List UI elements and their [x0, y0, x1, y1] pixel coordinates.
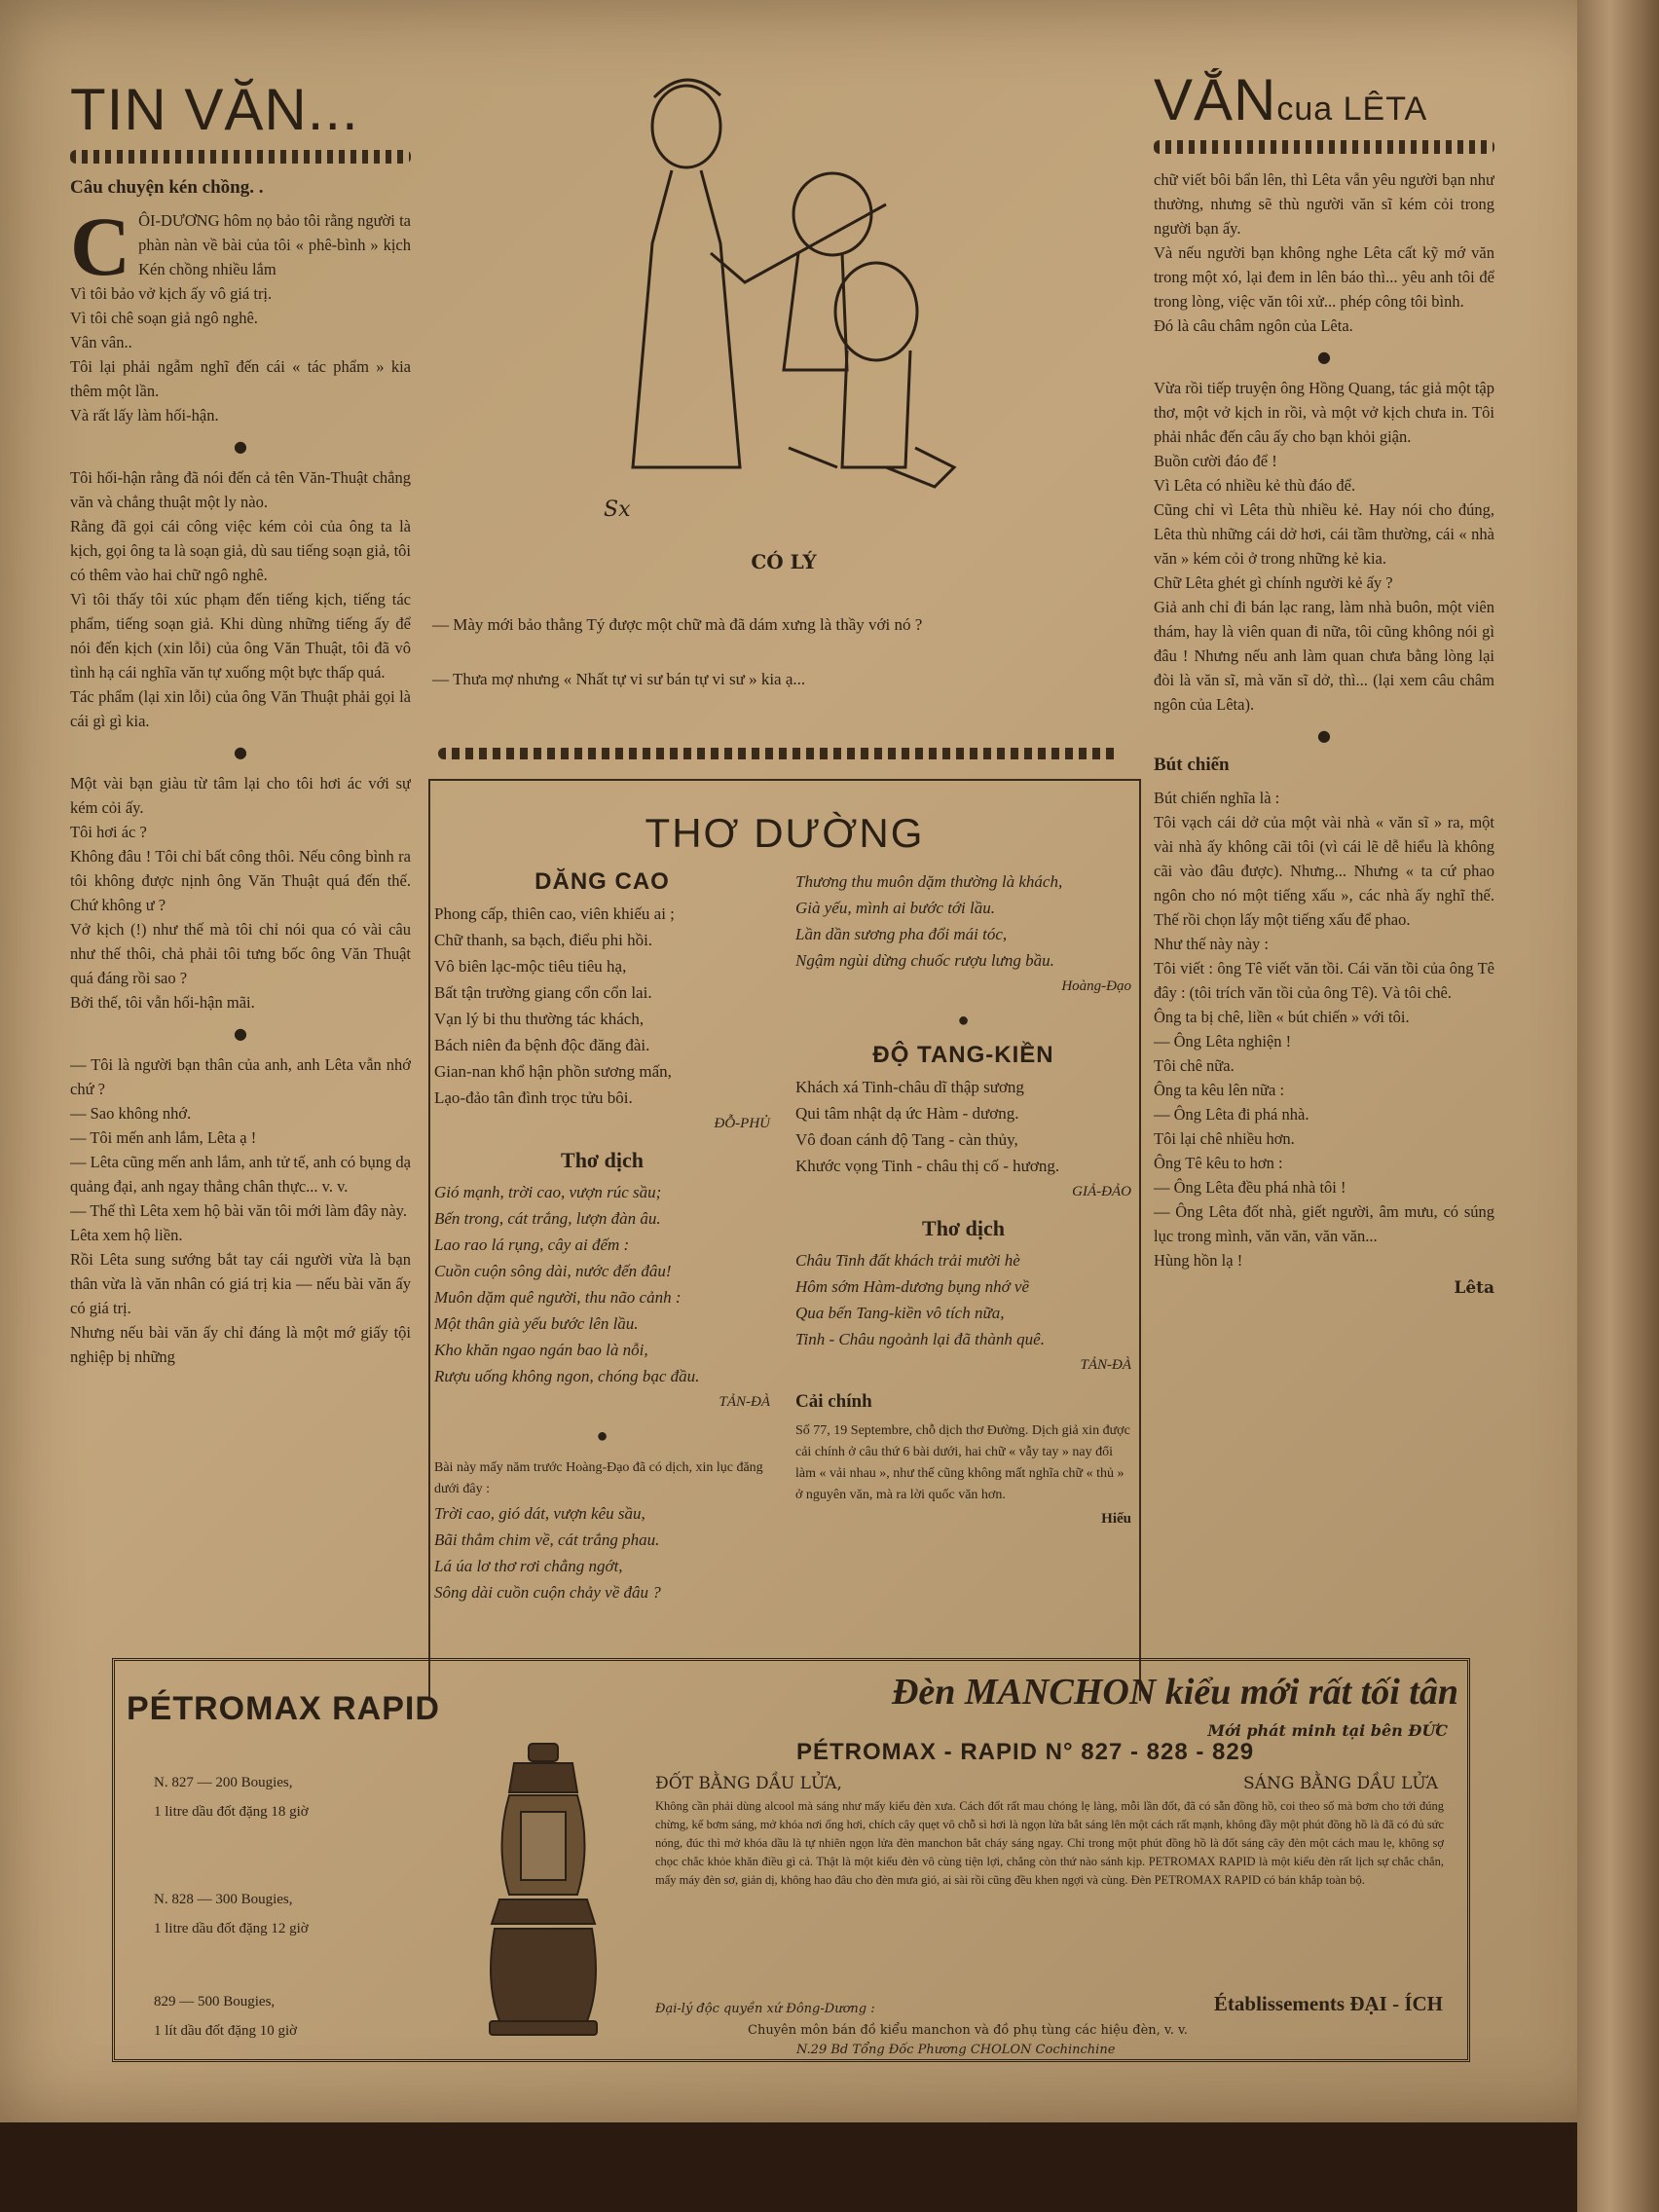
ad-spec-828: N. 828 — 300 Bougies, 1 litre dầu đốt đặng 12 giờ	[154, 1892, 309, 1936]
poetry-title: THƠ DƯỜNG	[645, 810, 925, 856]
right-paragraph-1: chữ viết bôi bẩn lên, thì Lêta vẫn yêu người bạn như thường, nhưng sẽ thù người văn sĩ kém cỏi trong người bạn ấy. Và nếu người bạn không nghe Lêta cất kỹ mớ văn trong một xó, lại đem in lên báo thì... yêu anh tôi để trong lòng, việc văn tôi xử... phép công tôi bình. Đó là câu châm ngôn của Lêta.	[1154, 170, 1494, 335]
ad-footer-line-1: Chuyên môn bán đồ kiểu manchon và đồ phụ tùng các hiệu đèn, v. v.	[748, 2023, 1188, 2038]
correction-author: Hiếu	[1101, 1511, 1131, 1527]
poem2-title: ĐỘ TANG-KIỀN	[872, 1042, 1054, 1068]
ad-spec-827: N. 827 — 200 Bougies, 1 litre dầu đốt đặng 18 giờ	[154, 1775, 309, 1820]
translation2-author: TẢN-ĐÀ	[1080, 1357, 1131, 1373]
translation2-text: Châu Tinh đất khách trải mười hè Hôm sớm Hàm-dương bụng nhớ về Qua bến Tang-kiền vô tích nữa, Tinh - Châu ngoảnh lại đã thành quê.	[795, 1251, 1045, 1348]
middle-column	[428, 58, 1139, 1645]
translation1-title: Thơ dịch	[561, 1148, 644, 1172]
ad-body-text: Không cần phải dùng alcool mà sáng như mấy kiểu đèn xưa. Cách đốt rất mau chóng lẹ làng, mỗi lần đốt, đã có sẵn đồng hồ, coi theo số mà bơm cho tới đúng chừng, kế bơm sáng, mở khóa nơi ống hơi, chích cây quẹt vô chỗ sì hơi là ngọn lửa bắt sáng lên một cách rất mạnh, không đầy một phút đồng hồ là đã có đủ sức nóng, đúc thì mở khóa dầu là tự nhiên ngọn lửa đèn manchon bắt cháy sáng ngay. Chỉ trong một phút đồng hồ là đốt sáng cây đèn một cách mau lẹ, không sợ chọc chắc khỏe khăn điều gì cả. Thật là một kiểu đèn vô cùng tiện lợi, chẳng còn thứ nào sánh kịp. PETROMAX RAPID là một kiểu đèn rất lịch sự chắc chắn, mấy máy đèn sơ, giản dị, không hao đâu cho đèn mưa gió, ai sài rồi cũng đều khen ngợi và cùng. Đèn PETROMAX RAPID có bán khắp toàn bộ.	[655, 1799, 1444, 1887]
ad-model-numbers: PÉTROMAX - RAPID N° 827 - 828 - 829	[796, 1739, 1255, 1765]
ad-agent: Đại-lý độc quyền xứ Đông-Dương :	[655, 2002, 875, 2016]
poem1-title: DĂNG CAO	[535, 868, 670, 895]
left-paragraph-1: ÔI-DƯƠNG hôm nọ bảo tôi rằng người ta phàn nàn về bài của tôi « phê-bình » kịch Kén chồng nhiều lắm Vì tôi bảo vở kịch ấy vô giá trị. Vì tôi chê soạn giả ngô nghê. Vân vân.. Tôi lại phải ngẫm nghĩ đến cái « tác phẩm » kia thêm một lần. Và rất lấy làm hối-hận.	[70, 211, 411, 424]
title-underline	[70, 150, 411, 164]
author-signature: Lêta	[1454, 1278, 1494, 1298]
title-underline	[1154, 140, 1494, 154]
separator-dot: ●	[1317, 726, 1331, 745]
right-paragraph-2: Vừa rồi tiếp truyện ông Hồng Quang, tác giả một tập thơ, một vở kịch in rồi, và một vở kịch chưa in. Tôi phải nhắc đến câu ấy cho bạn khỏi giận. Buồn cười đáo để ! Vì Lêta có nhiều kẻ thù đáo để. Cũng chỉ vì Lêta thù nhiều kẻ. Hay nói cho đúng, Lêta thù những cái dở hơi, cái tầm thường, cái « nhà văn » kém cỏi ở trong những kẻ kia. Chữ Lêta ghét gì chính người kẻ ấy ? Giả anh chỉ đi bán lạc rang, làm nhà buôn, một viên thám, hay là viên quan đi nữa, tôi cũng không nói gì đâu ! Nhưng nếu anh làm quan chưa bằng lòng lại đòi là văn sĩ, mà văn sĩ dở, thì... (lại xem câu châm ngôn của Lêta).	[1154, 379, 1494, 714]
ad-tag-right: SÁNG BẰNG DẦU LỬA	[1243, 1774, 1438, 1793]
translation-note: Bài này mấy năm trước Hoàng-Đạo đã có dịch, xin lục đăng dưới đây :	[434, 1460, 763, 1496]
right-section-title	[1154, 68, 1494, 132]
poem2-author: GIẢ-ĐẢO	[1072, 1184, 1131, 1199]
cartoon-illustration	[594, 58, 983, 526]
lamp-icon	[480, 1739, 607, 2041]
correction-title: Cải chính	[795, 1391, 872, 1412]
separator-dot: ●	[234, 743, 247, 761]
left-paragraph-4: — Tôi là người bạn thân của anh, anh Lêta vẫn nhớ chứ ? — Sao không nhớ. — Tôi mến anh lắm, Lêta ạ ! — Lêta cũng mến anh lắm, anh tử tế, anh có bụng dạ quảng đại, anh ngay thẳng chân thực... v. v. — Thế thì Lêta xem hộ bài văn tôi mới làm đây này. Lêta xem hộ liền. Rồi Lêta sung sướng bắt tay cái người vừa là bạn thân vừa là văn nhân có giá trị kia — nếu bài văn ấy có giá trị. Nhưng nếu bài văn ấy chỉ đáng là một mớ giấy tội nghiệp bị những	[70, 1055, 411, 1366]
hoang-dao-author: Hoàng-Đạo	[1061, 978, 1131, 994]
ad-tag-left: ĐỐT BẰNG DẦU LỬA,	[655, 1774, 842, 1793]
lamp-advertisement	[112, 1658, 1470, 2062]
ad-spec-829: 829 — 500 Bougies, 1 lít dầu đốt đặng 10 giờ	[154, 1994, 298, 2039]
separator-dot: ●	[957, 1010, 970, 1031]
ad-headline: Đèn MANCHON kiểu mới rất tối tân	[891, 1672, 1458, 1713]
poem1-text: Phong cấp, thiên cao, viên khiếu ai ; Chữ thanh, sa bạch, điểu phi hồi. Vô biên lạc-mộc tiêu tiêu hạ, Bất tận trường giang cổn cổn lai. Vạn lý bi thu thường tác khách, Bách niên đa bệnh độc đăng đài. Gian-nan khổ hận phồn sương mấn, Lạo-đảo tân đình trọc tửu bôi.	[434, 904, 675, 1107]
ad-subheadline: Mới phát minh tại bên ĐỨC	[1207, 1721, 1448, 1740]
poetry-box	[428, 779, 1141, 1701]
left-section-title: TIN VĂN...	[70, 78, 359, 142]
left-paragraph-3: Một vài bạn giàu từ tâm lại cho tôi hơi ác với sự kém cỏi ấy. Tôi hơi ác ? Không đâu ! Tôi chỉ bất công thôi. Nếu công bình ra tôi không được nịnh ông Văn Thuật quá đến thế. Chứ không ư ? Vở kịch (!) như thế mà tôi chỉ nói qua có vài câu như thế thôi, chả phải tôi tưng bốc ông Văn Thuật quá đáng rồi sao ? Bởi thế, tôi vẫn hối-hận mãi.	[70, 774, 411, 1012]
separator-dot: ●	[596, 1425, 608, 1447]
page-edge	[1577, 0, 1659, 2212]
separator-dot: ●	[234, 1024, 247, 1043]
drop-cap: C	[70, 200, 131, 293]
poem1-author: ĐỖ-PHỦ	[714, 1116, 770, 1131]
left-paragraph-2: Tôi hối-hận rằng đã nói đến cả tên Văn-Thuật chẳng văn và chẳng thuật một ly nào. Rằng đã gọi cái công việc kém cỏi của ông ta là kịch, gọi ông ta là soạn giả, dù sau tiếng soạn giả, tôi có thêm vào hai chữ ngô nghê. Vì tôi thấy tôi xúc phạm đến tiếng kịch, tiếng tác phẩm, tiếng soạn giả. Khi dùng những tiếng ấy để nói đến kịch (xin lỗi) của ông Văn Thuật, tôi đã vô tình hạ cái nghĩa văn tự xuống một bực thấp quá. Tác phẩm (lại xin lỗi) của ông Văn Thuật phải gọi là cái gì gì kia.	[70, 468, 411, 730]
cartoon-title: CÓ LÝ	[751, 550, 817, 573]
right-title-small: cua LÊTA	[1276, 91, 1428, 128]
right-subhead: Bút chiến	[1154, 755, 1230, 775]
poetry-column-b	[795, 868, 1131, 1538]
svg-text:Sx: Sx	[604, 498, 631, 522]
right-column	[1154, 68, 1494, 1645]
ad-footer-line-2: N.29 Bd Tổng Đốc Phương CHOLON Cochinchine	[796, 2043, 1116, 2057]
separator-dot: ●	[1317, 348, 1331, 366]
cartoon-line-2: — Thưa mợ nhưng « Nhất tự vi sư bán tự vi sư » kia ạ...	[432, 670, 806, 688]
middle-divider	[438, 748, 1120, 759]
poetry-column-a	[434, 868, 770, 1605]
left-subhead: Câu chuyện kén chồng. .	[70, 177, 264, 198]
ad-brand: PÉTROMAX RAPID	[127, 1690, 440, 1727]
cartoon-line-1: — Mày mới bảo thằng Tý được một chữ mà đã dám xưng là thầy với nó ?	[432, 615, 923, 634]
cartoon-caption	[432, 584, 1133, 720]
hoang-dao-poem: Trời cao, gió dát, vượn kêu sầu, Bãi thẳm chim về, cát trắng phau. Lá úa lơ thơ rơi chẳng ngớt, Sông dài cuồn cuộn chảy về đâu ?	[434, 1504, 661, 1602]
left-column	[70, 78, 411, 1655]
correction-text: Số 77, 19 Septembre, chỗ dịch thơ Đường. Dịch giả xin được cải chính ở câu thứ 6 bài dưới, hai chữ « vẫy tay » nay đổi làm « vải nhau », như thế cũng không mất nghĩa chữ « thủ » ở nguyên văn, mà ra lời quốc văn hơn.	[795, 1423, 1130, 1502]
translation1-text: Gió mạnh, trời cao, vượn rúc sầu; Bến trong, cát trắng, lượn đàn âu. Lao rao lá rụng, cây ai đếm : Cuồn cuộn sông dài, nước đến đâu! Muôn dặm quê người, thu não cảnh : Một thân già yếu bước lên lầu. Kho khăn ngao ngán bao là nỗi, Rượu uống không ngon, chóng bạc đầu.	[434, 1183, 700, 1385]
separator-dot: ●	[234, 437, 247, 456]
right-paragraph-3: Bút chiến nghĩa là : Tôi vạch cái dở của một vài nhà « văn sĩ » ra, một vài nhà ấy không cãi tôi (vì cái lẽ dễ hiểu là không cãi vào đâu được). Nhưng... Nhưng « ta cứ phao ngôn cho nó một tiếng xấu », các nhà ấy nghĩ thế. Thế rồi chọn lấy một tiếng xấu để phao. Như thế này này : Tôi viết : ông Tê viết văn tồi. Cái văn tồi của ông Tê đây : (tôi trích văn tồi của ông Tê). Và tôi chê. Ông ta bị chê, liền « bút chiến » với tôi. — Ông Lêta nghiện ! Tôi chê nữa. Ông ta kêu lên nữa : — Ông Lêta đi phá nhà. Tôi lại chê nhiều hơn. Ông Tê kêu to hơn : — Ông Lêta đều phá nhà tôi ! — Ông Lêta đốt nhà, giết người, âm mưu, có súng lục trong mình, văn văn, văn văn... Hùng hồn lạ !	[1154, 789, 1494, 1270]
translation2-title: Thơ dịch	[922, 1216, 1005, 1240]
hoang-dao-poem-cont: Thương thu muôn dặm thường là khách, Già yếu, mình ai bước tới lầu. Lần dần sương pha đổi mái tóc, Ngậm ngùi dừng chuốc rượu lưng bầu.	[795, 872, 1063, 970]
ad-company: Établissements ĐẠI - ÍCH	[1213, 1992, 1443, 2015]
right-title-main: VẮN	[1154, 68, 1277, 132]
translation1-author: TẢN-ĐÀ	[719, 1394, 770, 1410]
poem2-text: Khách xá Tinh-châu dĩ thập sương Qui tâm nhật dạ ức Hàm - dương. Vô đoan cánh độ Tang - càn thủy, Khước vọng Tinh - châu thị cố - hương.	[795, 1078, 1060, 1175]
